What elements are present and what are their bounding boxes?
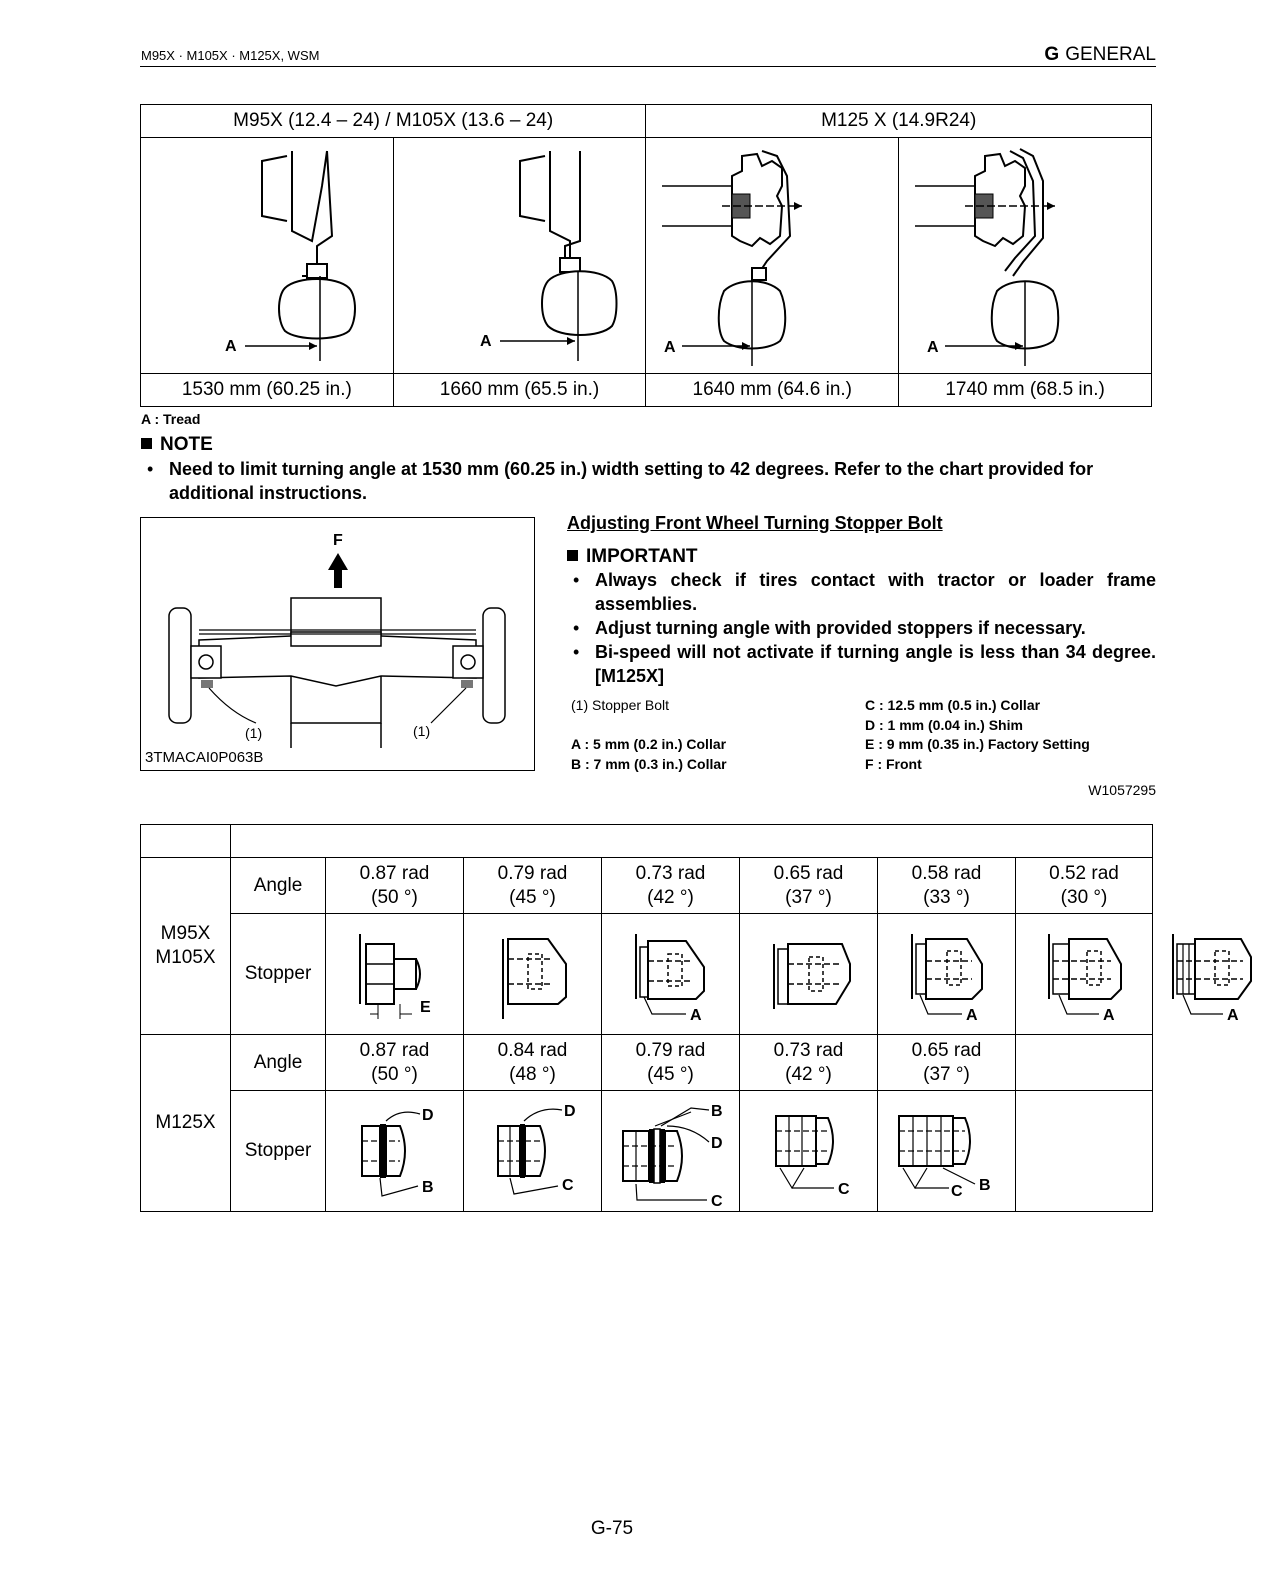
angle-deg: (45 °) [509, 886, 556, 908]
note-body [145, 457, 1156, 505]
stopper-mark: C [561, 1177, 574, 1194]
stopper-bolt-diagram [887, 1096, 1007, 1206]
table-top-spacer [231, 825, 1153, 858]
angle-rad: 0.87 rad [359, 1039, 430, 1061]
tread-marker-a: A [927, 338, 939, 356]
note-heading [141, 434, 213, 456]
important-item-text: Always check if tires contact with tractor or loader frame assemblies. [595, 570, 1156, 614]
angle-deg: (37 °) [785, 886, 832, 908]
bullet-icon: • [573, 618, 580, 638]
bullet-icon: • [573, 642, 580, 662]
tread-figure-cell-4 [899, 138, 1152, 374]
tread-header-m125x: M125 X (14.9R24) [646, 105, 1152, 138]
stopper-mark: B [421, 1179, 434, 1196]
section-header [1044, 44, 1156, 66]
angle-rad: 0.58 rad [911, 862, 982, 884]
legend-e: E : 9 mm (0.35 in.) Factory Setting [865, 736, 1090, 752]
stopper-bolt-callout-right: (1) [413, 723, 431, 739]
angle-deg: (50 °) [371, 1063, 418, 1085]
model-name: M105X [155, 947, 216, 968]
section-letter: G [1044, 44, 1060, 65]
angle-deg: (50 °) [371, 886, 418, 908]
stopper-mark: C [950, 1183, 963, 1200]
stopper-mark: C [710, 1193, 723, 1210]
stopper-cell [1016, 914, 1153, 1035]
angle-deg: (45 °) [647, 1063, 694, 1085]
tread-marker-a: A [224, 337, 237, 355]
stopper-mark: A [965, 1007, 978, 1024]
stopper-cell [878, 1091, 1016, 1212]
angle-deg: (42 °) [647, 886, 694, 908]
important-list [571, 568, 1156, 688]
stopper-bolt-diagram [340, 919, 450, 1029]
note-heading-text: NOTE [160, 434, 213, 455]
model-cell-m95x-m105x [141, 858, 231, 1035]
page-number: G-75 [590, 1518, 634, 1539]
stopper-mark: D [421, 1107, 434, 1124]
square-bullet-icon [141, 438, 152, 449]
tread-value-3: 1640 mm (64.6 in.) [646, 374, 899, 407]
angle-deg: (48 °) [509, 1063, 556, 1085]
stopper-label: Stopper [231, 1091, 326, 1212]
important-heading-text: IMPORTANT [586, 546, 698, 567]
angle-rad: 0.87 rad [359, 862, 430, 884]
important-item [571, 640, 1156, 688]
model-cell-m125x: M125X [141, 1035, 231, 1212]
stopper-mark: A [689, 1007, 702, 1024]
wheel-hub-diagram-4 [915, 146, 1135, 366]
angle-cell [464, 1035, 602, 1091]
stopper-mark: C [837, 1181, 850, 1198]
wheel-hub-diagram-3 [662, 146, 882, 366]
angle-cell [878, 1035, 1016, 1091]
tread-value-1: 1530 mm (60.25 in.) [141, 374, 394, 407]
tread-figure-cell-1 [141, 138, 394, 374]
angle-cell [602, 858, 740, 914]
angle-deg: (33 °) [923, 886, 970, 908]
stopper-bolt-diagram [754, 1096, 864, 1206]
note-item [145, 457, 1156, 505]
stopper-cell [464, 914, 602, 1035]
stopper-mark: A [1227, 1007, 1239, 1024]
angle-cell [1016, 858, 1153, 914]
stopper-label: Stopper [231, 914, 326, 1035]
angle-cell [602, 1035, 740, 1091]
empty-cell [1016, 1035, 1153, 1091]
stopper-cell [326, 1091, 464, 1212]
legend-f: F : Front [865, 756, 922, 772]
table-corner-cell [141, 825, 231, 858]
empty-cell [1016, 1091, 1153, 1212]
stopper-mark: A [1103, 1007, 1115, 1024]
angle-label: Angle [231, 1035, 326, 1091]
tread-value-4: 1740 mm (68.5 in.) [899, 374, 1152, 407]
section-title: GENERAL [1065, 44, 1156, 65]
stopper-cell [464, 1091, 602, 1212]
stopper-cell [740, 914, 878, 1035]
bullet-icon: • [147, 459, 154, 479]
angle-rad: 0.73 rad [635, 862, 706, 884]
angle-rad: 0.84 rad [497, 1039, 568, 1061]
tread-header-m95x-m105x: M95X (12.4 – 24) / M105X (13.6 – 24) [141, 105, 646, 138]
angle-deg: (42 °) [785, 1063, 832, 1085]
section-subtitle: Adjusting Front Wheel Turning Stopper Bolt [567, 513, 943, 533]
tread-table [140, 104, 1152, 407]
tread-value-2: 1660 mm (65.5 in.) [393, 374, 646, 407]
legend-stopper-bolt: (1) Stopper Bolt [571, 697, 670, 713]
axle-figure [140, 517, 535, 771]
stopper-cell [878, 914, 1016, 1035]
doc-header-title: M95X · M105X · M125X, WSM [141, 48, 320, 63]
angle-cell [326, 1035, 464, 1091]
bullet-icon: • [573, 570, 580, 590]
important-item [571, 616, 1156, 640]
angle-deg: (37 °) [923, 1063, 970, 1085]
wheel-hub-diagram-2 [420, 146, 620, 366]
angle-cell [464, 858, 602, 914]
tread-marker-a: A [664, 338, 676, 356]
legend-d: D : 1 mm (0.04 in.) Shim [865, 717, 1023, 733]
angle-rad: 0.65 rad [773, 862, 844, 884]
wheel-hub-diagram-1 [167, 146, 367, 366]
legend-c: C : 12.5 mm (0.5 in.) Collar [865, 697, 1041, 713]
stopper-cell [602, 1091, 740, 1212]
stopper-bolt-diagram [340, 1096, 450, 1206]
tread-legend: A : Tread [141, 411, 201, 427]
reference-code: W1057295 [1088, 782, 1156, 798]
important-item-text: Bi-speed will not activate if turning angle is less than 34 degree. [M125X] [595, 642, 1156, 686]
model-name: M95X [160, 923, 211, 944]
note-text: Need to limit turning angle at 1530 mm (60.25 in.) width setting to 42 degrees. Refer to the chart provided for additional instructions. [169, 459, 1094, 503]
square-bullet-icon [567, 550, 578, 561]
tread-figure-cell-2 [393, 138, 646, 374]
stopper-mark: B [710, 1103, 723, 1120]
angle-cell [740, 1035, 878, 1091]
front-axle-diagram [141, 518, 534, 770]
header-rule [140, 66, 1156, 67]
tread-marker-a: A [479, 332, 492, 350]
stopper-table [140, 824, 1239, 1212]
angle-rad: 0.79 rad [497, 862, 568, 884]
angle-rad: 0.73 rad [773, 1039, 844, 1061]
stopper-mark: B [978, 1177, 991, 1194]
stopper-bolt-diagram [478, 919, 588, 1029]
important-heading [567, 546, 698, 568]
angle-cell [326, 858, 464, 914]
angle-rad: 0.52 rad [1049, 862, 1119, 884]
important-item-text: Adjust turning angle with provided stoppers if necessary. [595, 618, 1086, 638]
stopper-cell [326, 914, 464, 1035]
front-arrow-label: F [333, 532, 343, 549]
stopper-cell [602, 914, 740, 1035]
tread-figure-cell-3 [646, 138, 899, 374]
stopper-mark: E [419, 999, 431, 1016]
stopper-mark: D [710, 1135, 723, 1152]
legend-b: B : 7 mm (0.3 in.) Collar [571, 756, 727, 772]
angle-label: Angle [231, 858, 326, 914]
stopper-bolt-diagram [1029, 919, 1139, 1029]
angle-rad: 0.79 rad [635, 1039, 706, 1061]
angle-cell [740, 858, 878, 914]
angle-rad: 0.65 rad [911, 1039, 982, 1061]
legend-a: A : 5 mm (0.2 in.) Collar [571, 736, 727, 752]
stopper-bolt-callout-left: (1) [245, 725, 263, 741]
important-item [571, 568, 1156, 616]
stopper-bolt-diagram [616, 919, 726, 1029]
stopper-bolt-diagram [611, 1096, 731, 1210]
angle-cell [878, 858, 1016, 914]
stopper-bolt-diagram [478, 1096, 588, 1206]
stopper-bolt-diagram [892, 919, 1002, 1029]
stopper-bolt-diagram [754, 919, 864, 1029]
stopper-cell [740, 1091, 878, 1212]
stopper-mark: D [563, 1103, 576, 1120]
figure-caption: 3TMACAI0P063B [145, 749, 264, 766]
angle-deg: (30 °) [1060, 886, 1108, 908]
stopper-bolt-diagram [1153, 919, 1263, 1029]
